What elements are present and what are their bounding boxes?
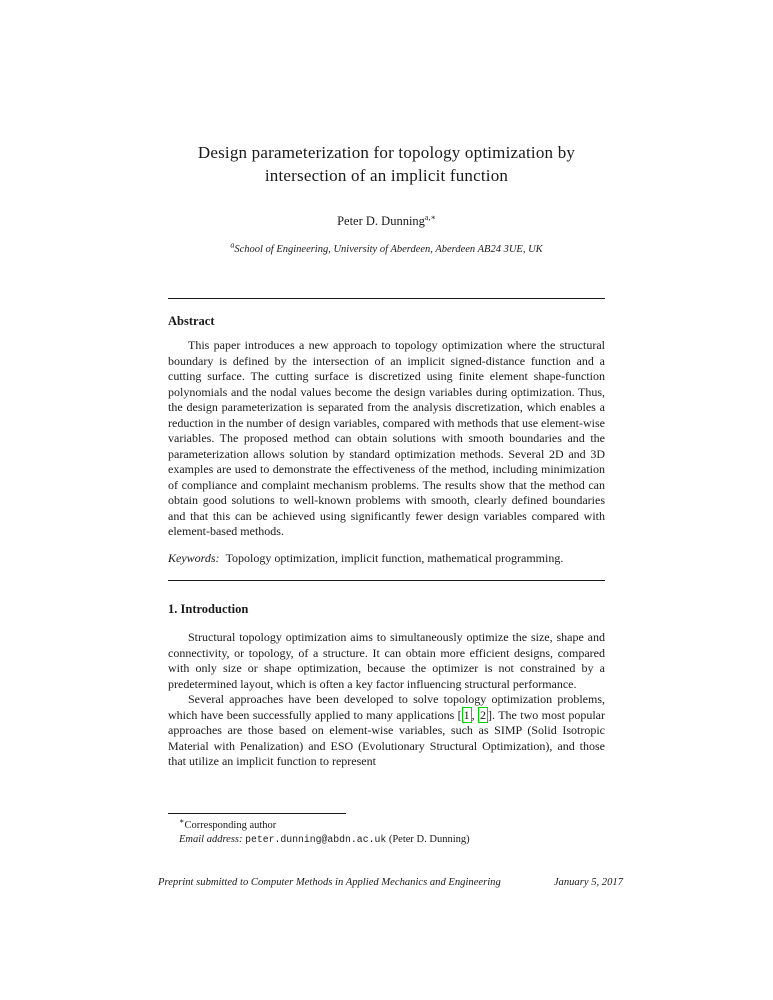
- footnote-marker: ∗: [179, 816, 185, 826]
- author-name: Peter D. Dunning: [337, 214, 425, 228]
- section-heading-introduction: 1. Introduction: [168, 602, 249, 616]
- citation-open-bracket: [: [457, 707, 462, 722]
- corresponding-author-label: Corresponding author: [184, 820, 277, 831]
- paragraph-text: Several approaches have been developed to solve topology optimization problems, which have been successfully applied to many applications: [168, 692, 605, 722]
- preprint-footer: [158, 877, 623, 888]
- citation-link-2[interactable]: 2: [480, 707, 487, 722]
- preprint-date: January 5, 2017: [553, 877, 623, 888]
- citation-close-bracket: ]: [488, 707, 493, 722]
- affiliation-line: [168, 240, 605, 255]
- citation-separator: ,: [471, 707, 479, 722]
- introduction-paragraph-2: [168, 692, 605, 770]
- paper-title-line-1: Design parameterization for topology optimization by: [197, 143, 576, 162]
- preprint-text: Preprint submitted to Computer Methods in Applied Mechanics and Engineering: [158, 877, 501, 888]
- paper-title: [136, 141, 637, 187]
- email-address: peter.dunning@abdn.ac.uk: [245, 833, 387, 845]
- abstract-heading: Abstract: [168, 314, 215, 328]
- paper-content-column: [168, 0, 605, 770]
- introduction-paragraph-1: Structural topology optimization aims to simultaneously optimize the size, shape and connectivity, or topology, of a structure. It can obtain more efficient designs, compared with only size or shape optimization, because the optimizer is not constrained by a predetermined layout, which is often a key factor influencing structural performance.: [168, 630, 605, 691]
- affiliation-text: School of Engineering, University of Aberdeen, Aberdeen AB24 3UE, UK: [234, 244, 543, 255]
- abstract-text: This paper introduces a new approach to topology optimization where the structural boundary is defined by the intersection of an implicit signed-distance function and a cutting surface. The cutting surface is discretized using finite element shape-function polynomials and the nodal values become the design variables during optimization. Thus, the design parameterization is separated from the analysis discretization, which enables a reduction in the number of design variables, compared with methods that use element-wise variables. The proposed method can obtain solutions with smooth boundaries and the parameterization allows solution by standard optimization methods. Several 2D and 3D examples are used to demonstrate the effectiveness of the method, including minimization of compliance and complaint mechanism problems. The results show that the method can obtain good solutions to well-known problems with smooth, clearly defined boundaries and that this can be achieved using significantly fewer design variables compared with element-based methods.: [168, 338, 605, 538]
- divider-below-keywords: [168, 580, 605, 581]
- email-owner: (Peter D. Dunning): [388, 833, 470, 845]
- author-affiliation-marker: a,∗: [424, 212, 436, 222]
- footnote-divider: [168, 813, 346, 814]
- email-label: Email address:: [179, 833, 243, 845]
- keywords-text: Topology optimization, implicit function, mathematical programming.: [225, 550, 564, 565]
- keywords-label: Keywords:: [168, 550, 220, 565]
- keywords-line: [168, 551, 605, 567]
- email-line: [168, 833, 605, 847]
- paper-title-line-2: intersection of an implicit function: [264, 166, 509, 185]
- author-line: [168, 214, 605, 229]
- footnote-block: [168, 813, 605, 846]
- affiliation-marker: a: [230, 240, 235, 250]
- corresponding-author-line: [168, 816, 605, 833]
- divider-above-abstract: [168, 298, 605, 299]
- paragraph-text: . The two most popular approaches are those based on element-wise variables, such as SIMP (Solid Isotropic Material with Penalization) and ESO (Evolutionary Structural Optimization), and those that utilize an implicit function to represent: [168, 707, 605, 768]
- citation-link-1[interactable]: 1: [463, 707, 470, 722]
